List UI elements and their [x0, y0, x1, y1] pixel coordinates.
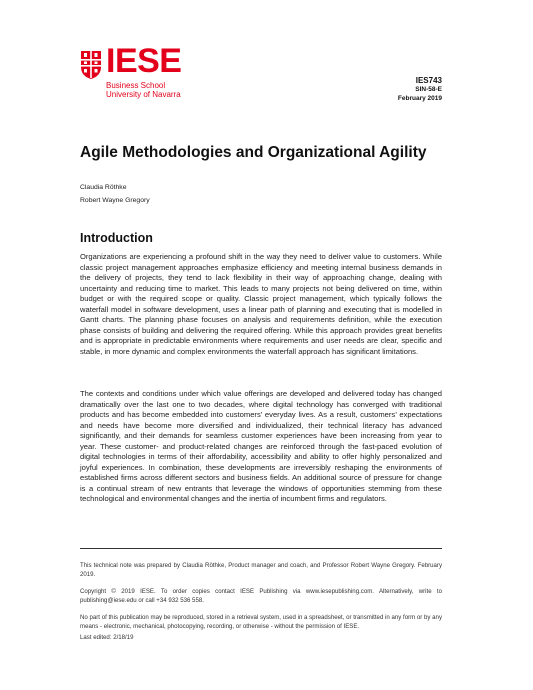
body-paragraph: The contexts and conditions under which value offerings are developed and delivered today has changed dramatically over the last one to two decades, where digital technology has converged with traditional products and has become embedded into customers’ everyday lives. As a result, customers’ expectations and needs have become more diversified and individualized, their technical literacy has advanced significantly, and their demands for seamless customer experiences have been increasing from year to year. These customer- and product-related changes are reinforced through the fast-paced evolution of digital technologies in terms of their affordability, accessibility and ability to offer highly personalized and joyful experiences. In combination, these developments are irreversibly reshaping the environments of established firms across different sectors and business fields. An additional source of pressure for change is a continual stream of new entrants that leverage the windows of opportunities stemming from these technological and environmental changes and the inertia of incumbent firms and regulators. — [80, 389, 442, 504]
document-series: SIN-58-E — [415, 86, 442, 93]
iese-crest-icon — [80, 50, 102, 80]
body-paragraph: Organizations are experiencing a profound shift in the way they need to deliver value to customers. While classic project management approaches emphasize efficiency and meeting internal business demands in the delivery of projects, they tend to lack flexibility in their way of approaching change, dealing with uncertainty and reducing time to market. This leads to many projects not being delivered on time, within budget or with the required scope or quality. Classic project management, which typically follows the waterfall model in software development, uses a linear path of planning and executing that is modelled in Gantt charts. The planning phase focuses on analysis and requirements definition, while the execution phase consists of building and delivering the required offering. While this approach provides great benefits and is appropriate in predictable environments where requirements and user needs are clear, specific and stable, in more dynamic and complex environments the waterfall approach has significant limitations. — [80, 252, 442, 356]
document-reference — [398, 76, 442, 103]
author-name: Claudia Röthke — [80, 184, 127, 191]
iese-logo — [80, 42, 192, 106]
reproduction-notice: No part of this publication may be reproduced, stored in a retrieval system, used in a spreadsheet, or transmitted in any form or by any means - electronic, mechanical, photocopying, recording, or otherwise - without the permission of IESE. — [80, 614, 442, 630]
logo-wordmark: IESE — [106, 42, 182, 80]
footnote-divider — [80, 548, 442, 549]
logo-subtitle-school: Business School — [106, 81, 166, 90]
document-date: February 2019 — [397, 94, 442, 102]
document-code: IES743 — [415, 76, 442, 85]
logo-subtitle-university: University of Navarra — [106, 90, 181, 99]
last-edited-note: Last edited: 2/18/19 — [80, 634, 134, 641]
preparation-note: This technical note was prepared by Claudia Röthke, Product manager and coach, and Professor Robert Wayne Gregory. February 2019. — [80, 562, 442, 578]
document-title: Agile Methodologies and Organizational Agility — [80, 144, 427, 161]
section-heading: Introduction — [80, 231, 153, 245]
copyright-note: Copyright © 2019 IESE. To order copies contact IESE Publishing via www.iesepublishing.com. Alternatively, write to publishing@iese.edu or call +34 932 536 558. — [80, 588, 442, 604]
author-name: Robert Wayne Gregory — [80, 197, 150, 204]
